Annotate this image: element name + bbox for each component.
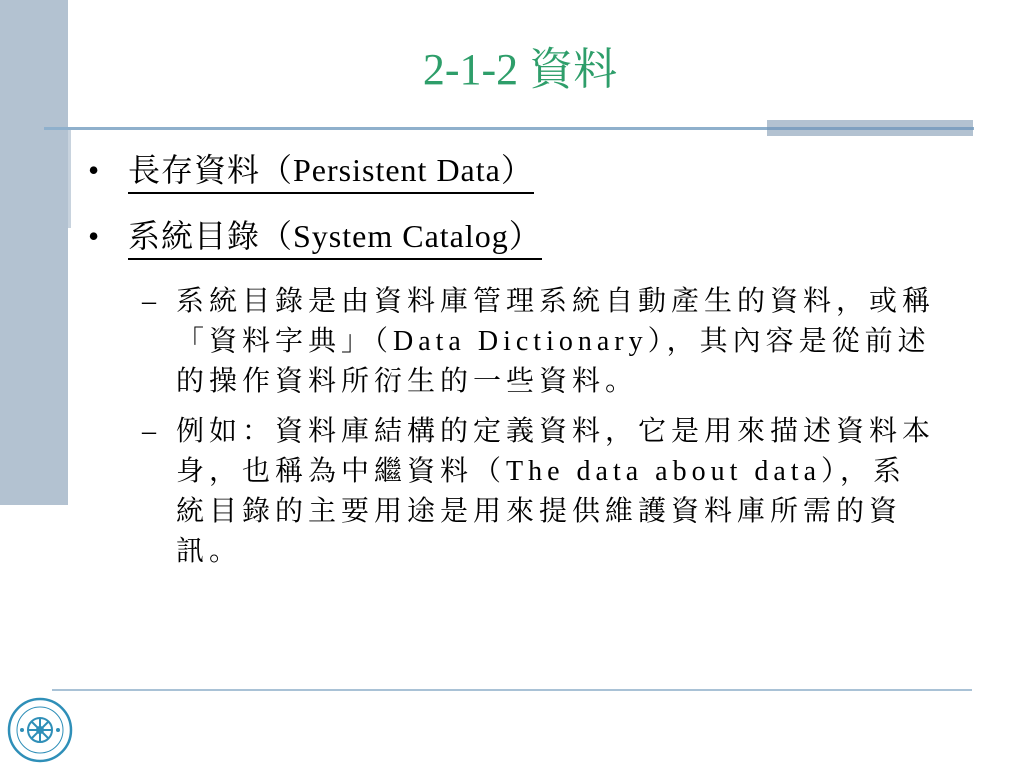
left-decor-bar xyxy=(0,0,68,505)
sub-bullet-item xyxy=(88,282,936,402)
sub-bullet-text: 系統目錄是由資料庫管理系統自動產生的資料，或稱「資料字典」（Data Dictionary），其內容是從前述的操作資料所衍生的一些資料。 xyxy=(176,286,936,397)
bullet-item xyxy=(88,216,948,260)
footer-divider xyxy=(52,689,972,691)
bullet-text: 長存資料（Persistent Data） xyxy=(128,150,534,194)
bullet-list xyxy=(88,150,948,582)
bullet-item xyxy=(88,150,948,194)
bullet-marker: • xyxy=(88,218,100,254)
sub-bullet-marker: – xyxy=(142,286,156,317)
title-rule-accent xyxy=(767,127,973,130)
bullet-marker: • xyxy=(88,152,100,188)
university-seal-icon xyxy=(6,696,74,764)
bullet-text: 系統目錄（System Catalog） xyxy=(128,216,542,260)
sub-bullet-marker: – xyxy=(142,416,156,447)
slide-title: 2-1-2 資料 xyxy=(422,45,618,94)
sub-bullet-text: 例如：資料庫結構的定義資料，它是用來描述資料本身，也稱為中繼資料（The data about data），系統目錄的主要用途是用來提供維護資料庫所需的資訊。 xyxy=(176,416,936,567)
sub-bullet-item xyxy=(88,412,936,572)
left-decor-edge xyxy=(68,130,71,228)
